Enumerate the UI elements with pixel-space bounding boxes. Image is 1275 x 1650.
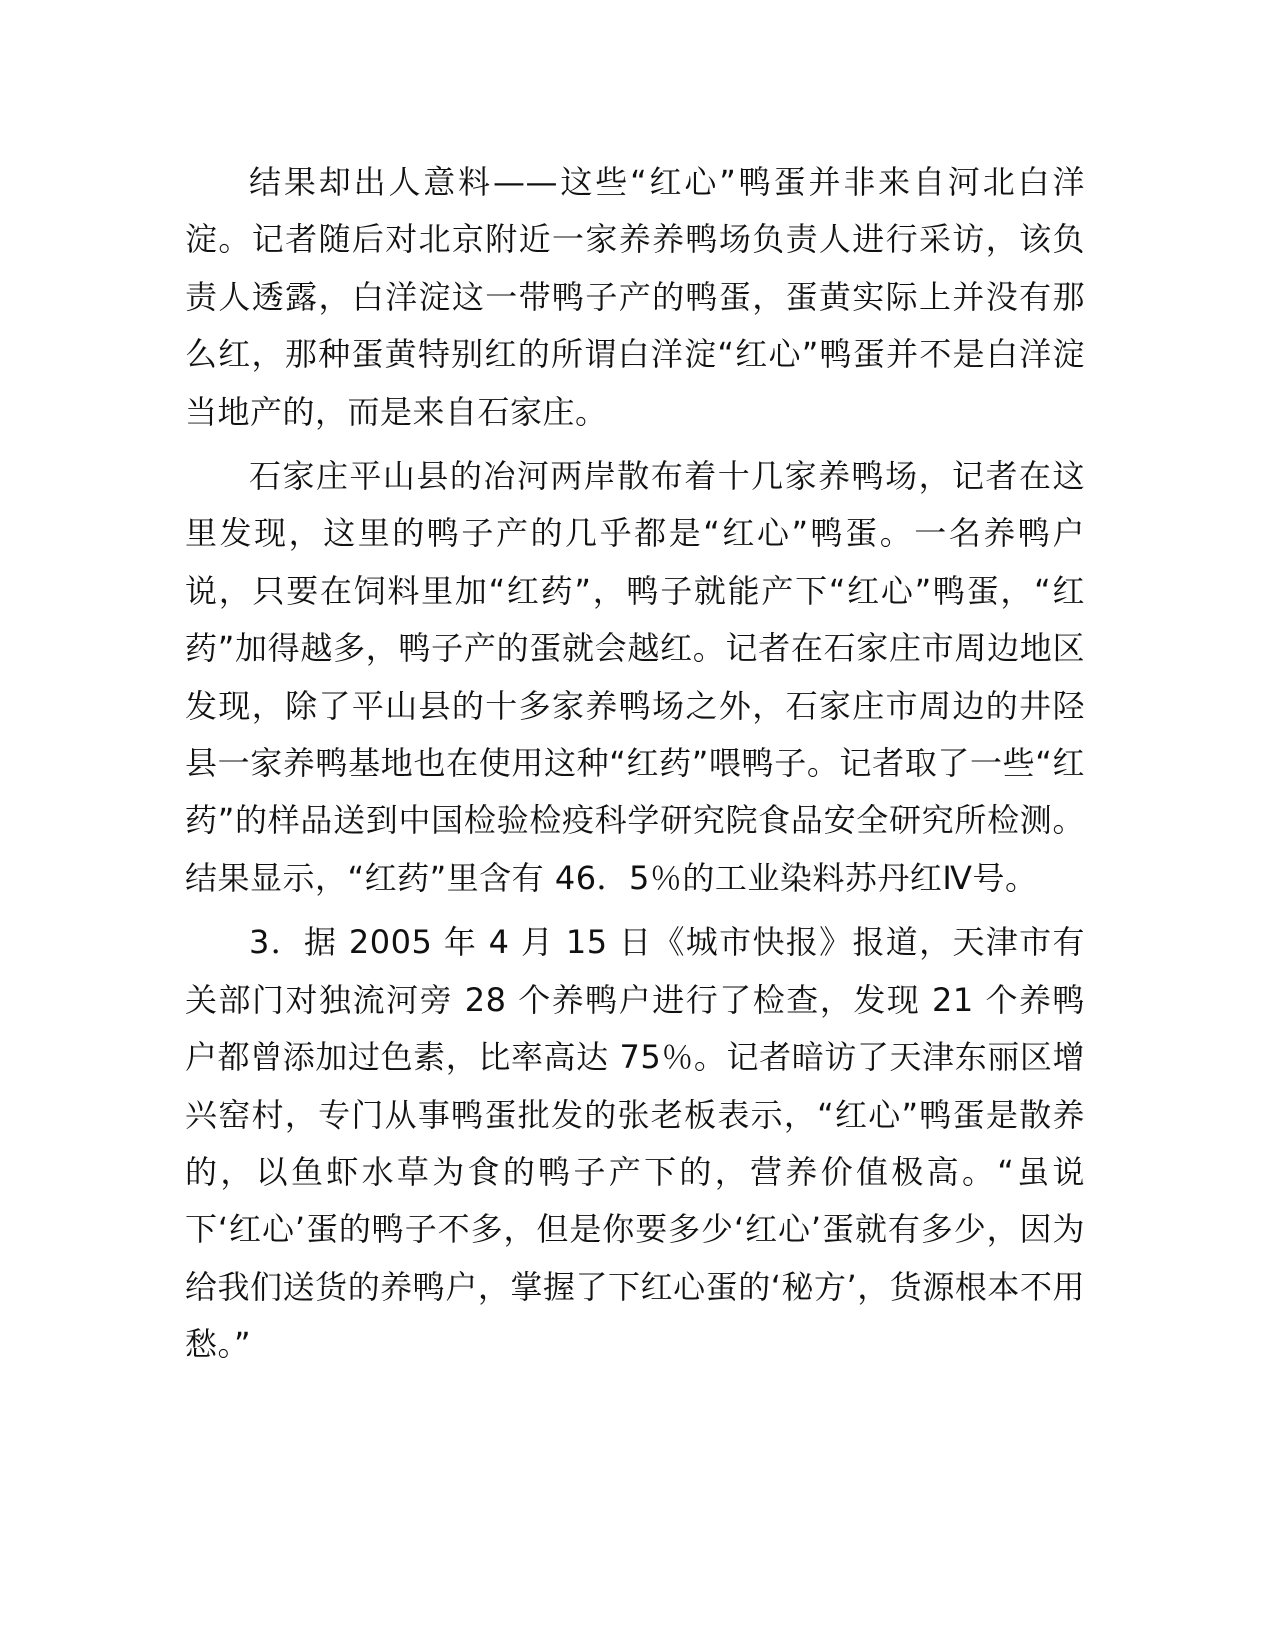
paragraph-origin-of-eggs: 结果却出人意料——这些“红心”鸭蛋并非来自河北白洋淀。记者随后对北京附近一家养养鸭场负责人进行采访，该负责人透露，白洋淀这一带鸭子产的鸭蛋，蛋黄实际上并没有那么红，那种蛋黄特别红的所谓白洋淀“红心”鸭蛋并不是白洋淀当地产的，而是来自石家庄。	[185, 163, 1085, 431]
paragraph-shijiazhuang-farms: 石家庄平山县的冶河两岸散布着十几家养鸭场，记者在这里发现，这里的鸭子产的几乎都是“红心”鸭蛋。一名养鸭户说，只要在饲料里加“红药”，鸭子就能产下“红心”鸭蛋，“红药”加得越多，鸭子产的蛋就会越红。记者在石家庄市周边地区发现，除了平山县的十多家养鸭场之外，石家庄市周边的井陉县一家养鸭基地也在使用这种“红药”喂鸭子。记者取了一些“红药”的样品送到中国检验检疫科学研究院食品安全研究所检测。结果显示，“红药”里含有 46．5％的工业染料苏丹红Ⅳ号。	[185, 457, 1085, 897]
paragraph-tianjin-report: 3．据 2005 年 4 月 15 日《城市快报》报道，天津市有关部门对独流河旁 28 个养鸭户进行了检查，发现 21 个养鸭户都曾添加过色素，比率高达 75％。记者暗访了天津东丽区增兴窑村，专门从事鸭蛋批发的张老板表示，“红心”鸭蛋是散养的，以鱼虾水草为食的鸭子产下的，营养价值极高。“虽说下‘红心’蛋的鸭子不多，但是你要多少‘红心’蛋就有多少，因为给我们送货的养鸭户，掌握了下红心蛋的‘秘方’，货源根本不用愁。”	[185, 923, 1085, 1364]
document-body	[185, 154, 1085, 1374]
